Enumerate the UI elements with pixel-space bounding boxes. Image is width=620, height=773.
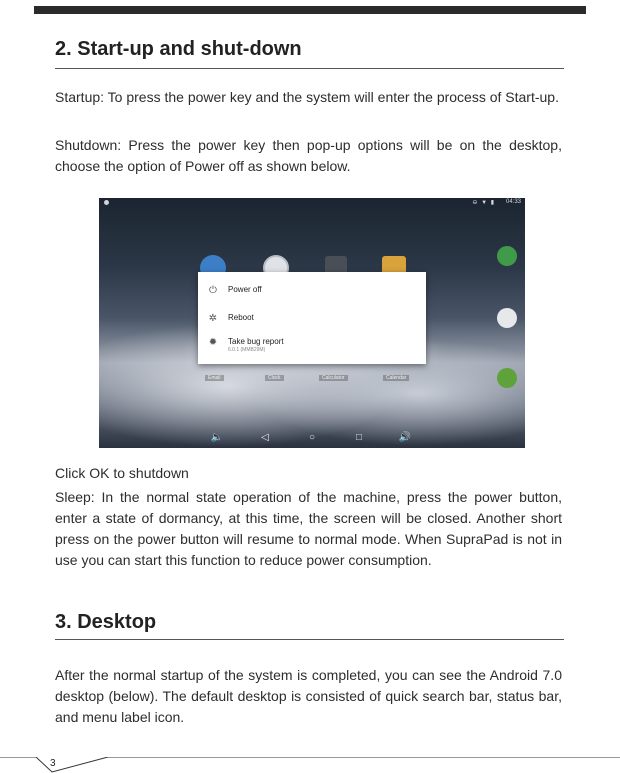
bug-report-label: Take bug report [228,337,284,346]
app-label: Clock [265,375,284,381]
app-label: Email [205,375,224,381]
back-icon[interactable]: ◁ [261,432,269,443]
power-icon: ⏻ [209,285,217,296]
reboot-icon: ✲ [208,313,218,324]
section-heading-desktop: 3. Desktop [55,611,157,633]
heading-underline [55,639,564,640]
header-bar [34,6,586,14]
notification-dot-icon [104,200,109,205]
app-drawer-icon[interactable] [497,308,517,328]
play-store-icon[interactable] [497,246,517,266]
android-app-icon[interactable] [497,368,517,388]
app-label: Calculator [319,375,348,381]
volume-up-icon[interactable]: 🔊 [398,432,412,443]
status-time: 04:33 [505,199,521,205]
app-label: Calendar [383,375,409,381]
android-screenshot [99,198,525,448]
reboot-label: Reboot [228,313,254,322]
power-off-label: Power off [228,285,262,294]
page-number: 3 [50,758,56,769]
footer-line [0,757,620,773]
status-icons: ⊖ ▼ ▮ [472,200,495,206]
reboot-option[interactable] [198,308,426,332]
power-off-option[interactable] [198,280,426,304]
bug-report-option[interactable] [198,332,426,356]
screenshot-caption: Click OK to shutdown [55,465,189,481]
shutdown-paragraph: Shutdown: Press the power key then pop-up options will be on the desktop, choose the option of Power off as shown below. [55,137,562,174]
recents-icon[interactable]: □ [355,432,363,443]
sleep-paragraph: Sleep: In the normal state operation of the machine, press the power button, enter a state of dormancy, at this time, the screen will be closed. Another short press on the power button will resume to normal mode. When SupraPad is not in use you can start this function to reduce power consumption. [55,489,562,568]
desktop-paragraph: After the normal startup of the system is completed, you can see the Android 7.0 desktop (below). The default desktop is consisted of quick search bar, status bar, and menu label icon. [55,667,562,725]
navigation-bar [99,428,525,448]
home-icon[interactable]: ○ [308,432,316,443]
power-menu-dialog [198,272,426,364]
volume-down-icon[interactable]: 🔈 [210,432,224,443]
section-heading-startup: 2. Start-up and shut-down [55,38,302,60]
heading-underline [55,68,564,69]
bug-icon: ✹ [208,337,218,348]
bug-report-version: 6.0.1 (MMB29M) [228,347,266,353]
status-bar [99,198,525,208]
startup-paragraph: Startup: To press the power key and the system will enter the process of Start-up. [55,89,559,105]
